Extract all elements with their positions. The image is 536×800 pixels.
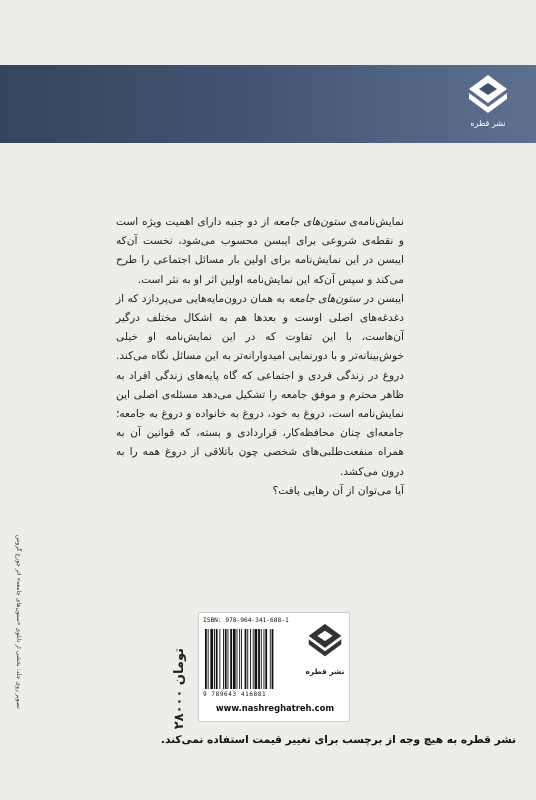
publisher-drop-logo-icon xyxy=(467,73,509,117)
blurb-question: آیا می‌توان از آن رهایی یافت؟ xyxy=(272,484,404,497)
publisher-logo xyxy=(459,73,517,135)
top-color-band xyxy=(0,65,536,143)
card-publisher-label: نشر قطره xyxy=(305,667,345,676)
publisher-logo-label: نشر قطره xyxy=(470,119,506,128)
publisher-website: www.nashreghatreh.com xyxy=(215,703,335,713)
barcode-card xyxy=(198,612,350,722)
publisher-drop-logo-icon xyxy=(307,621,343,661)
back-cover-blurb xyxy=(116,213,404,501)
price-sticker-notice: نشر قطره به هیچ وجه از برچسب برای تغییر قیمت استفاده نمی‌کند. xyxy=(160,734,516,746)
book-title-italic: ستون‌های جامعه xyxy=(288,292,361,305)
card-publisher-logo xyxy=(303,621,347,695)
barcode-icon xyxy=(203,627,299,691)
isbn-text: ISBN: 978-964-341-688-1 xyxy=(203,617,289,624)
book-title-italic: ستون‌های جامعه xyxy=(273,216,346,228)
price-label: ۲۸۰۰۰ تومان xyxy=(172,648,187,730)
blurb-paragraph-2: ایبسن در ستون‌های جامعه به همان درون‌مایه‌هایی می‌پردازد که از دغدغه‌های اصلی اوست و بعدها هم به اشکال مختلف درگیر آن‌هاست، با این تفاوت که در این نمایش‌نامه او خیلی خوش‌بینانه‌تر و با دورنمایی امیدوارانه‌تر به این مسائل نگاه می‌کند. دروغ در زندگی فردی و اجتماعی که گاه پایه‌های زندگی افراد به ظاهر محترم و موفق جامعه را تشکیل می‌دهد مسئله‌ی اصلی این نمایش‌نامه است، دروغ به خود، دروغ به خانواده و دروغ به جامعه؛ جامعه‌ای چنان محافظه‌کار، قراردادی و بسته، که قوانین آن به همراه منفعت‌طلبی‌های شخصی چون باتلاقی از دروغ همه را به درون می‌کشد. xyxy=(116,292,405,478)
barcode-digits: 9 789643 416881 xyxy=(203,691,267,698)
blurb-paragraph-1: نمایش‌نامه‌ی ستون‌های جامعه از دو جنبه دارای اهمیت ویژه است و نقطه‌ی شروعی برای ایبسن محسوب می‌شود، نخست آن‌که ایبسن در این نمایش‌نامه برای اولین بار مسائل اجتماعی را طرح می‌کند و سپس آن‌که این نمایش‌نامه اولین اثر او به نثر است. xyxy=(116,216,404,286)
cover-credit-vertical: تصویر روی جلد: بخشی از تابلوی «ستون‌های جامعه» اثر جورج گروس xyxy=(15,535,22,709)
